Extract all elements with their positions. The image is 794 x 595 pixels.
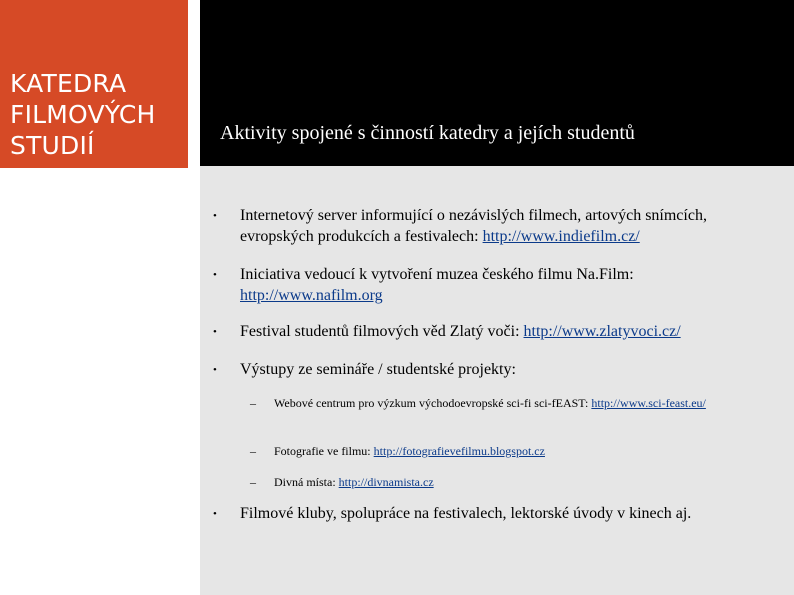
bullet-text: Filmové kluby, spolupráce na festivalech, lektorské úvody v kinech aj. [240,505,692,522]
bullet-label: Iniciativa vedoucí k vytvoření muzea českého filmu Na.Film: [240,266,634,283]
slide-title: Aktivity spojené s činností katedry a jejích studentů [220,122,635,144]
sub-bullet-label: Fotografie ve filmu: [274,444,374,458]
sub-bullet-label: Webové centrum pro výzkum východoevropské sci-fi sci-fEAST: [274,396,592,410]
bullet-list [200,166,794,595]
bullet-text: Výstupy ze semináře / studentské projekty: [240,361,516,378]
divnamista-link[interactable]: http://divnamista.cz [338,475,434,489]
logo-text [10,68,156,161]
sub-bullet-text [274,395,744,411]
sub-bullet-marker: – [250,475,256,489]
zlatyvoci-link[interactable]: http://www.zlatyvoci.cz/ [523,323,681,340]
sub-bullet-text [274,474,744,490]
bullet-marker: • [213,508,217,520]
bullet-text [240,205,780,247]
scifeast-link[interactable]: http://www.sci-feast.eu/ [591,396,706,410]
bullet-text [240,264,690,306]
logo-line-1: KATEDRA [10,69,127,98]
bullet-marker: • [213,210,217,222]
indiefilm-link[interactable]: http://www.indiefilm.cz/ [482,228,640,245]
bullet-text [240,321,780,342]
sub-bullet-text [274,443,744,459]
logo-line-3: STUDIÍ [10,131,95,160]
bullet-label: Festival studentů filmových věd Zlatý voči: [240,323,524,340]
bullet-marker: • [213,326,217,338]
fotografie-link[interactable]: http://fotografievefilmu.blogspot.cz [373,444,545,458]
bullet-marker: • [213,364,217,376]
left-margin-strip [188,0,200,595]
sub-bullet-label: Divná místa: [274,475,339,489]
nafilm-link[interactable]: http://www.nafilm.org [240,287,383,304]
sub-bullet-marker: – [250,444,256,458]
bullet-marker: • [213,269,217,281]
logo-line-2: FILMOVÝCH [10,100,156,129]
bullet-label: Internetový server informující o nezávislých filmech, artových snímcích, evropských produkcích a festivalech: [240,207,707,245]
sub-bullet-marker: – [250,396,256,410]
department-logo [0,0,188,168]
